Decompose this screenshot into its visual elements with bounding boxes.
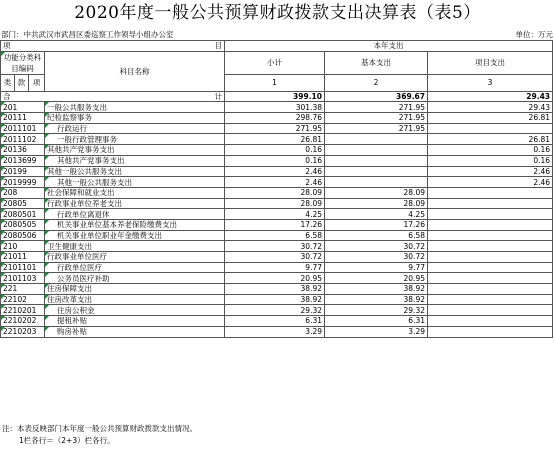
- table-row: [1, 219, 553, 230]
- row-basic: 9.77: [325, 262, 428, 273]
- table-row: [1, 177, 553, 188]
- header-row-columns: [1, 51, 553, 74]
- row-subtotal: 38.92: [225, 294, 325, 305]
- row-code: 2210201: [1, 305, 45, 316]
- row-subtotal: 301.38: [225, 102, 325, 113]
- table-row: [1, 230, 553, 241]
- table-row: [1, 316, 553, 327]
- row-subtotal: 28.09: [225, 198, 325, 209]
- row-subtotal: 17.26: [225, 219, 325, 230]
- table-row: [1, 305, 553, 316]
- row-code: 2210202: [1, 316, 45, 327]
- row-project: [428, 316, 553, 327]
- row-basic: 20.95: [325, 273, 428, 284]
- row-subtotal: 26.81: [225, 134, 325, 145]
- row-project: [428, 230, 553, 241]
- row-code: 20199: [1, 166, 45, 177]
- row-name: 住房改革支出: [45, 294, 225, 305]
- row-subtotal: 3.29: [225, 326, 325, 337]
- row-name: 购房补贴: [45, 326, 225, 337]
- row-name: 纪检监察事务: [45, 113, 225, 124]
- row-subtotal: 4.25: [225, 209, 325, 220]
- row-name: 行政单位离退休: [45, 209, 225, 220]
- row-code: 2080505: [1, 219, 45, 230]
- row-name: 其他一般公共服务支出: [45, 166, 225, 177]
- header-subtotal: 小计: [225, 51, 325, 74]
- row-subtotal: 2.46: [225, 177, 325, 188]
- table-row: [1, 134, 553, 145]
- row-project: [428, 187, 553, 198]
- row-subtotal: 6.31: [225, 316, 325, 327]
- row-subtotal: 38.92: [225, 284, 325, 295]
- table-row: [1, 187, 553, 198]
- row-project: [428, 326, 553, 337]
- table-row: [1, 113, 553, 124]
- header-xiang: 项: [29, 74, 45, 91]
- row-code: 22102: [1, 294, 45, 305]
- row-basic: 3.29: [325, 326, 428, 337]
- table-row: [1, 273, 553, 284]
- row-code: 20805: [1, 198, 45, 209]
- total-basic: 369.67: [325, 91, 428, 102]
- header-item-right: 目: [214, 41, 222, 51]
- table-row: [1, 209, 553, 220]
- total-project: 29.43: [428, 91, 553, 102]
- row-code: 2019999: [1, 177, 45, 188]
- row-subtotal: 298.76: [225, 113, 325, 124]
- header-col-3: 3: [428, 74, 553, 91]
- row-name: 机关事业单位职业年金缴费支出: [45, 230, 225, 241]
- table-row: [1, 155, 553, 166]
- total-ji: 计: [214, 92, 222, 102]
- row-name: 其他共产党事务支出: [45, 145, 225, 156]
- row-project: [428, 273, 553, 284]
- table-row: [1, 166, 553, 177]
- row-code: 2080501: [1, 209, 45, 220]
- row-project: [428, 198, 553, 209]
- table-row: [1, 241, 553, 252]
- note-line-2: 1栏各行＝（2+3）栏各行。: [19, 436, 115, 445]
- row-project: [428, 284, 553, 295]
- row-basic: 28.09: [325, 198, 428, 209]
- row-project: [428, 123, 553, 134]
- row-project: [428, 305, 553, 316]
- row-project: 2.46: [428, 166, 553, 177]
- header-row-item: [1, 41, 553, 52]
- row-name: 公务员医疗补助: [45, 273, 225, 284]
- row-basic: 271.95: [325, 123, 428, 134]
- header-col-1: 1: [225, 74, 325, 91]
- row-subtotal: 6.58: [225, 230, 325, 241]
- header-kuan: 款: [15, 74, 29, 91]
- row-subtotal: 20.95: [225, 273, 325, 284]
- table-row: [1, 252, 553, 263]
- table-row: [1, 284, 553, 295]
- header-func-code: 功能分类科目编码: [1, 51, 45, 74]
- row-basic: 29.32: [325, 305, 428, 316]
- row-project: [428, 294, 553, 305]
- row-code: 2013699: [1, 155, 45, 166]
- row-code: 221: [1, 284, 45, 295]
- header-current-year: 本年支出: [225, 41, 553, 52]
- row-code: 21011: [1, 252, 45, 263]
- row-subtotal: 271.95: [225, 123, 325, 134]
- expenditure-table: [0, 40, 553, 338]
- header-project: 项目支出: [428, 51, 553, 74]
- row-basic: 6.31: [325, 316, 428, 327]
- header-col-2: 2: [325, 74, 428, 91]
- row-code: 2011102: [1, 134, 45, 145]
- row-name: 行政单位医疗: [45, 262, 225, 273]
- row-basic: 6.58: [325, 230, 428, 241]
- row-subtotal: 0.16: [225, 155, 325, 166]
- row-basic: 30.72: [325, 252, 428, 263]
- row-code: 210: [1, 241, 45, 252]
- table-row: [1, 198, 553, 209]
- page-title: 2020年度一般公共预算财政拨款支出决算表（表5）: [74, 3, 481, 23]
- row-code: 20136: [1, 145, 45, 156]
- row-name: 一般行政管理事务: [45, 134, 225, 145]
- row-project: 29.43: [428, 102, 553, 113]
- row-project: 0.16: [428, 145, 553, 156]
- row-subtotal: 28.09: [225, 187, 325, 198]
- row-project: 26.81: [428, 134, 553, 145]
- row-subtotal: 0.16: [225, 145, 325, 156]
- header-lei: 类: [1, 74, 15, 91]
- table-row: [1, 262, 553, 273]
- row-subtotal: 30.72: [225, 252, 325, 263]
- row-code: 2080506: [1, 230, 45, 241]
- header-item-left: 项: [3, 41, 11, 51]
- row-project: [428, 252, 553, 263]
- table-row: [1, 123, 553, 134]
- table-row: [1, 326, 553, 337]
- row-name: 住房公积金: [45, 305, 225, 316]
- table-row: [1, 294, 553, 305]
- row-code: 2011101: [1, 123, 45, 134]
- row-subtotal: 30.72: [225, 241, 325, 252]
- row-project: 0.16: [428, 155, 553, 166]
- row-name: 一般公共服务支出: [45, 102, 225, 113]
- row-project: [428, 219, 553, 230]
- row-basic: [325, 145, 428, 156]
- row-basic: [325, 134, 428, 145]
- row-name: 提租补贴: [45, 316, 225, 327]
- row-name: 其他共产党事务支出: [45, 155, 225, 166]
- row-basic: [325, 166, 428, 177]
- row-name: 行政运行: [45, 123, 225, 134]
- row-project: 2.46: [428, 177, 553, 188]
- row-basic: [325, 177, 428, 188]
- row-basic: 271.95: [325, 113, 428, 124]
- row-code: 20111: [1, 113, 45, 124]
- row-code: 208: [1, 187, 45, 198]
- row-basic: 30.72: [325, 241, 428, 252]
- table-row: [1, 145, 553, 156]
- unit-label: 单位：万元: [515, 30, 553, 39]
- row-basic: [325, 155, 428, 166]
- row-name: 其他一般公共服务支出: [45, 177, 225, 188]
- table-row: [1, 102, 553, 113]
- row-basic: 28.09: [325, 187, 428, 198]
- row-name: 行政事业单位养老支出: [45, 198, 225, 209]
- header-subject-name: 科目名称: [45, 51, 225, 91]
- department-label: 部门：中共武汉市武昌区委巡察工作领导小组办公室: [1, 30, 174, 39]
- row-code: 201: [1, 102, 45, 113]
- row-subtotal: 29.32: [225, 305, 325, 316]
- row-code: 2101103: [1, 273, 45, 284]
- row-basic: 38.92: [325, 294, 428, 305]
- row-name: 住房保障支出: [45, 284, 225, 295]
- row-basic: 17.26: [325, 219, 428, 230]
- row-project: [428, 241, 553, 252]
- row-code: 2210203: [1, 326, 45, 337]
- total-row: [1, 91, 553, 102]
- row-name: 机关事业单位基本养老保险缴费支出: [45, 219, 225, 230]
- row-basic: 271.95: [325, 102, 428, 113]
- row-name: 社会保障和就业支出: [45, 187, 225, 198]
- row-name: 卫生健康支出: [45, 241, 225, 252]
- row-subtotal: 2.46: [225, 166, 325, 177]
- total-subtotal: 399.10: [225, 91, 325, 102]
- row-subtotal: 9.77: [225, 262, 325, 273]
- note-line-1: 注：本表反映部门本年度一般公共预算财政拨款支出情况。: [2, 424, 197, 433]
- header-basic: 基本支出: [325, 51, 428, 74]
- row-project: 26.81: [428, 113, 553, 124]
- row-project: [428, 209, 553, 220]
- row-code: 2101101: [1, 262, 45, 273]
- row-project: [428, 262, 553, 273]
- row-name: 行政事业单位医疗: [45, 252, 225, 263]
- row-basic: 38.92: [325, 284, 428, 295]
- total-he: 合: [3, 92, 11, 102]
- row-basic: 4.25: [325, 209, 428, 220]
